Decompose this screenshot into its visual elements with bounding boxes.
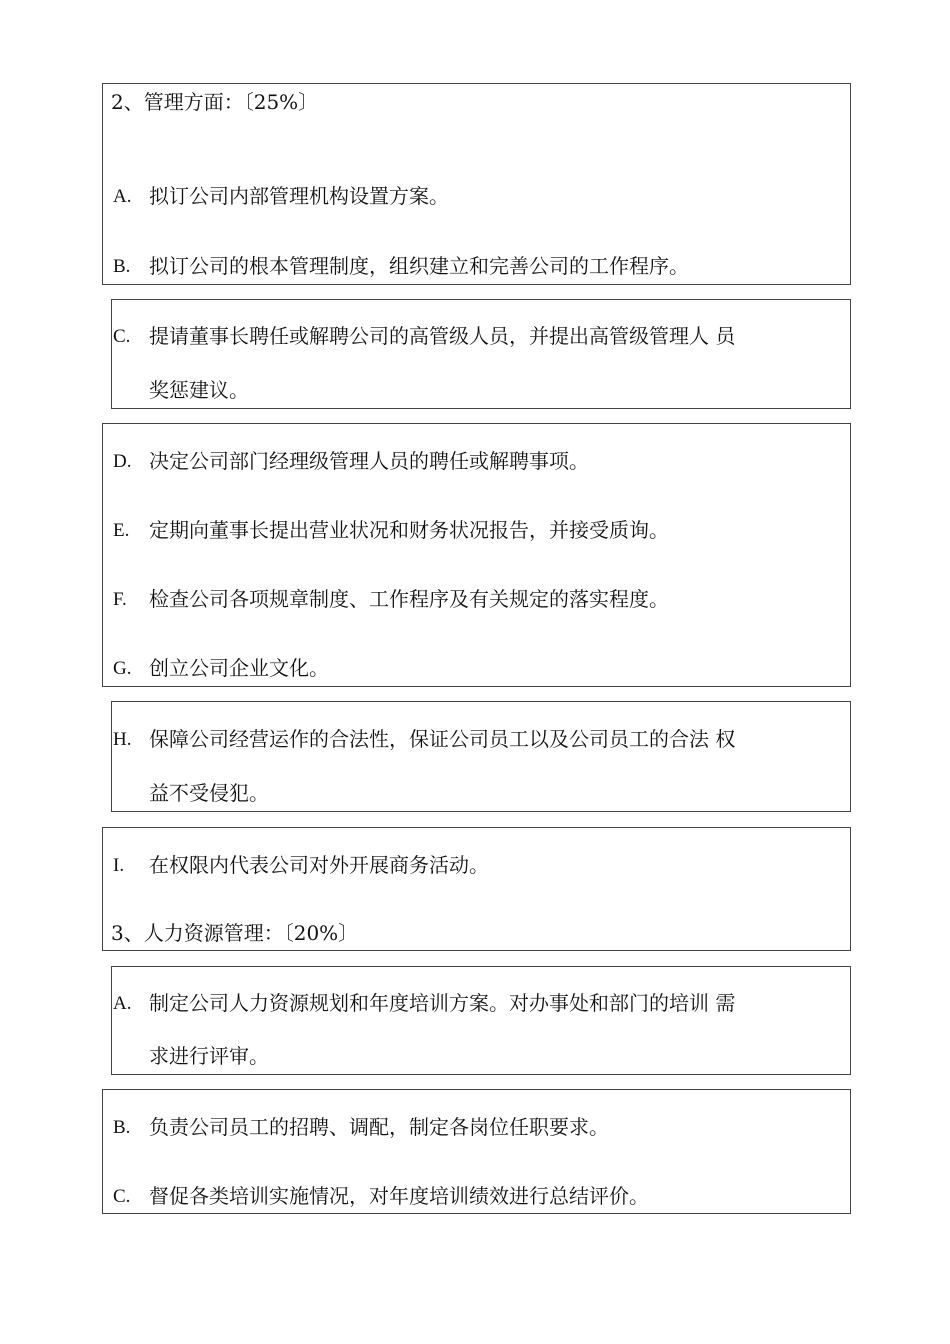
section2-heading: 2、管理方面：〔25%〕 <box>111 90 319 114</box>
item-text-line2: 求进行评审。 <box>149 1044 269 1068</box>
item-text-line2: 益不受侵犯。 <box>149 781 269 805</box>
section-box-5 <box>102 827 851 951</box>
item-label: C. <box>113 1186 131 1207</box>
item-text: 决定公司部门经理级管理人员的聘任或解聘事项。 <box>149 449 589 473</box>
item-text: 检查公司各项规章制度、工作程序及有关规定的落实程度。 <box>149 587 669 611</box>
item-text: 拟订公司内部管理机构设置方案。 <box>149 184 449 208</box>
section2-box-4 <box>111 701 851 812</box>
item-text-line1: 提请董事长聘任或解聘公司的高管级人员，并提出高管级管理人 员 <box>149 324 736 348</box>
section3-heading: 3、人力资源管理：〔20%〕 <box>111 921 359 945</box>
item-label: D. <box>113 451 132 472</box>
item-text: 定期向董事长提出营业状况和财务状况报告，并接受质询。 <box>149 518 669 542</box>
item-label: F. <box>113 589 127 610</box>
item-label: E. <box>113 520 130 541</box>
item-label: H. <box>113 729 132 750</box>
item-label: G. <box>113 658 132 679</box>
item-text: 在权限内代表公司对外开展商务活动。 <box>149 853 489 877</box>
section2-box-2 <box>111 299 851 409</box>
item-label: B. <box>113 1117 131 1138</box>
item-label: B. <box>113 256 131 277</box>
item-label: I. <box>113 855 125 876</box>
item-label: A. <box>113 993 132 1014</box>
item-text-line2: 奖惩建议。 <box>149 378 249 402</box>
item-label: C. <box>113 326 131 347</box>
section2-box-3 <box>102 423 851 687</box>
item-text: 创立公司企业文化。 <box>149 656 329 680</box>
section3-box-1 <box>111 966 851 1075</box>
item-text-line1: 保障公司经营运作的合法性，保证公司员工以及公司员工的合法 权 <box>149 727 736 751</box>
item-text: 拟订公司的根本管理制度，组织建立和完善公司的工作程序。 <box>149 254 689 278</box>
section3-box-2 <box>102 1089 851 1214</box>
item-text-line1: 制定公司人力资源规划和年度培训方案。对办事处和部门的培训 需 <box>149 991 736 1015</box>
item-text: 负责公司员工的招聘、调配，制定各岗位任职要求。 <box>149 1115 609 1139</box>
item-text: 督促各类培训实施情况，对年度培训绩效进行总结评价。 <box>149 1184 649 1208</box>
item-label: A. <box>113 186 132 207</box>
section2-box-1 <box>102 83 851 285</box>
